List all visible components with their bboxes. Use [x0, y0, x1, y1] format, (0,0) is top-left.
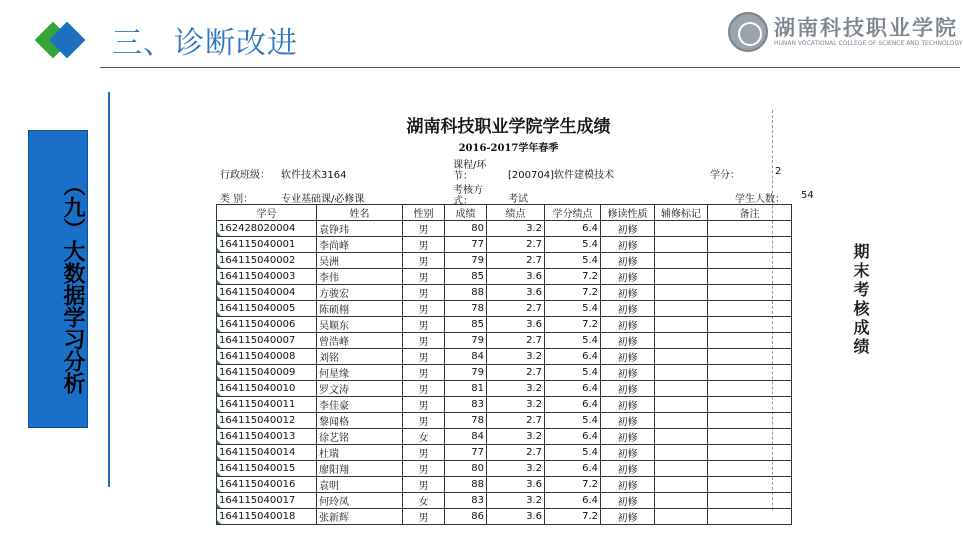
table-cell: [708, 445, 792, 461]
table-cell: 罗文涛: [317, 381, 403, 397]
college-name-en: HUNAN VOCATIONAL COLLEGE OF SCIENCE AND TECHNOLOGY: [774, 40, 963, 47]
table-cell: 164115040005: [217, 301, 317, 317]
table-cell: 88: [445, 285, 487, 301]
table-cell: 初修: [601, 285, 655, 301]
column-header: 备注: [708, 205, 792, 221]
table-cell: 初修: [601, 493, 655, 509]
table-row: [217, 221, 792, 237]
table-row: [217, 445, 792, 461]
table-cell: 初修: [601, 381, 655, 397]
table-cell: 3.2: [487, 397, 545, 413]
table-cell: [655, 269, 708, 285]
page-title: 三、诊断改进: [112, 26, 298, 61]
table-cell: 2.7: [487, 445, 545, 461]
table-cell: [655, 381, 708, 397]
table-cell: 3.2: [487, 349, 545, 365]
table-cell: 张新辉: [317, 509, 403, 525]
table-cell: 5.4: [545, 253, 601, 269]
table-cell: [708, 397, 792, 413]
table-cell: 6.4: [545, 461, 601, 477]
report-title: 湖南科技职业学院学生成绩: [406, 117, 611, 137]
table-cell: 初修: [601, 349, 655, 365]
table-cell: 77: [445, 237, 487, 253]
table-cell: [708, 477, 792, 493]
table-cell: 164115040018: [217, 509, 317, 525]
table-row: [217, 269, 792, 285]
table-row: [217, 317, 792, 333]
table-cell: [655, 413, 708, 429]
table-cell: 88: [445, 477, 487, 493]
table-cell: 85: [445, 317, 487, 333]
table-cell: 5.4: [545, 333, 601, 349]
table-cell: 男: [403, 349, 445, 365]
section-label-box: [28, 130, 88, 428]
table-row: [217, 413, 792, 429]
table-cell: [655, 221, 708, 237]
exam-value: 考试: [508, 194, 528, 205]
table-cell: 80: [445, 221, 487, 237]
table-cell: 男: [403, 221, 445, 237]
table-cell: 80: [445, 461, 487, 477]
table-cell: 2.7: [487, 301, 545, 317]
table-cell: 男: [403, 301, 445, 317]
table-cell: [708, 317, 792, 333]
table-cell: [655, 349, 708, 365]
table-cell: [708, 253, 792, 269]
table-cell: [655, 461, 708, 477]
table-cell: 164115040001: [217, 237, 317, 253]
table-cell: 164115040007: [217, 333, 317, 349]
credit-value: 2: [775, 166, 782, 177]
course-value: [200704]软件建模技术: [508, 170, 614, 181]
table-cell: 7.2: [545, 285, 601, 301]
table-cell: 164115040012: [217, 413, 317, 429]
table-cell: 何星缘: [317, 365, 403, 381]
table-cell: 77: [445, 445, 487, 461]
student-count-label: 学生人数：: [735, 194, 785, 205]
class-value: 软件技术3164: [281, 170, 347, 181]
table-row: [217, 509, 792, 525]
table-cell: 3.2: [487, 381, 545, 397]
table-cell: 5.4: [545, 237, 601, 253]
table-cell: [655, 301, 708, 317]
table-cell: 李尚峰: [317, 237, 403, 253]
grades-table: [216, 204, 792, 525]
table-cell: 男: [403, 397, 445, 413]
table-cell: [655, 397, 708, 413]
table-cell: 初修: [601, 237, 655, 253]
table-cell: 2.7: [487, 413, 545, 429]
table-cell: 164115040008: [217, 349, 317, 365]
table-cell: 85: [445, 269, 487, 285]
table-cell: [708, 285, 792, 301]
table-cell: 男: [403, 365, 445, 381]
grade-report-document: [197, 110, 820, 524]
table-cell: [708, 237, 792, 253]
table-cell: 5.4: [545, 301, 601, 317]
table-cell: 3.6: [487, 269, 545, 285]
table-cell: 初修: [601, 477, 655, 493]
table-cell: 初修: [601, 461, 655, 477]
table-row: [217, 429, 792, 445]
table-cell: 初修: [601, 429, 655, 445]
table-cell: 初修: [601, 269, 655, 285]
table-cell: 李佳豪: [317, 397, 403, 413]
table-cell: 3.2: [487, 221, 545, 237]
table-row: [217, 397, 792, 413]
column-header: 成绩: [445, 205, 487, 221]
table-cell: 7.2: [545, 509, 601, 525]
table-cell: 5.4: [545, 413, 601, 429]
table-cell: 黎闻格: [317, 413, 403, 429]
table-cell: [655, 477, 708, 493]
table-cell: 3.6: [487, 509, 545, 525]
table-cell: 7.2: [545, 477, 601, 493]
table-cell: 164115040004: [217, 285, 317, 301]
table-row: [217, 333, 792, 349]
table-row: [217, 301, 792, 317]
table-cell: 86: [445, 509, 487, 525]
section-label: （九）大数据学习分析: [60, 174, 85, 394]
table-cell: [655, 365, 708, 381]
table-cell: 初修: [601, 333, 655, 349]
table-cell: 2.7: [487, 333, 545, 349]
table-cell: [708, 509, 792, 525]
table-cell: 164115040016: [217, 477, 317, 493]
table-cell: 83: [445, 397, 487, 413]
table-cell: 164115040013: [217, 429, 317, 445]
table-cell: 3.2: [487, 429, 545, 445]
table-cell: 初修: [601, 221, 655, 237]
table-row: [217, 381, 792, 397]
table-cell: [708, 221, 792, 237]
table-cell: 廖阳翔: [317, 461, 403, 477]
table-cell: 2.7: [487, 237, 545, 253]
table-cell: 陈硕栩: [317, 301, 403, 317]
table-cell: [655, 237, 708, 253]
table-cell: 3.6: [487, 477, 545, 493]
table-cell: 162428020004: [217, 221, 317, 237]
table-cell: [708, 381, 792, 397]
table-cell: 初修: [601, 317, 655, 333]
table-cell: 初修: [601, 365, 655, 381]
table-cell: 男: [403, 477, 445, 493]
table-cell: [655, 429, 708, 445]
table-header-row: [217, 205, 792, 221]
table-cell: 6.4: [545, 221, 601, 237]
table-row: [217, 253, 792, 269]
table-cell: 164115040010: [217, 381, 317, 397]
table-cell: 初修: [601, 301, 655, 317]
table-cell: 164115040014: [217, 445, 317, 461]
table-cell: 3.2: [487, 493, 545, 509]
table-cell: 6.4: [545, 397, 601, 413]
table-cell: 6.4: [545, 349, 601, 365]
table-cell: 吴顺东: [317, 317, 403, 333]
category-value: 专业基础课/必修课: [281, 194, 365, 205]
table-cell: [708, 269, 792, 285]
table-cell: [708, 493, 792, 509]
table-cell: 164115040006: [217, 317, 317, 333]
course-label: 课程/环节：: [453, 160, 487, 182]
table-cell: [708, 461, 792, 477]
column-header: 学分绩点: [545, 205, 601, 221]
final-grades-label: 期末考核成绩: [851, 243, 870, 357]
section-logo-icon: [40, 23, 88, 63]
table-cell: [708, 365, 792, 381]
table-cell: 164115040002: [217, 253, 317, 269]
table-cell: [655, 317, 708, 333]
table-cell: [655, 493, 708, 509]
table-cell: 2.7: [487, 253, 545, 269]
table-cell: 164115040015: [217, 461, 317, 477]
table-cell: 初修: [601, 253, 655, 269]
table-cell: 81: [445, 381, 487, 397]
table-cell: 78: [445, 413, 487, 429]
table-cell: 男: [403, 413, 445, 429]
table-cell: 3.2: [487, 461, 545, 477]
table-cell: 164115040003: [217, 269, 317, 285]
table-cell: 男: [403, 509, 445, 525]
table-cell: 男: [403, 269, 445, 285]
header-divider: [100, 67, 960, 68]
table-cell: [655, 253, 708, 269]
credit-label: 学分：: [710, 170, 740, 181]
class-label: 行政班级：: [220, 170, 270, 181]
table-cell: [655, 285, 708, 301]
table-cell: 徐艺铭: [317, 429, 403, 445]
table-cell: 164115040009: [217, 365, 317, 381]
table-cell: [708, 349, 792, 365]
table-cell: 男: [403, 461, 445, 477]
table-cell: [655, 445, 708, 461]
table-cell: 男: [403, 285, 445, 301]
table-cell: 男: [403, 237, 445, 253]
table-row: [217, 461, 792, 477]
college-emblem: [728, 12, 963, 54]
table-cell: 7.2: [545, 269, 601, 285]
table-row: [217, 237, 792, 253]
vertical-divider: [108, 92, 110, 487]
column-header: 学号: [217, 205, 317, 221]
table-cell: [655, 509, 708, 525]
table-cell: 164115040011: [217, 397, 317, 413]
table-cell: 83: [445, 493, 487, 509]
table-cell: 5.4: [545, 365, 601, 381]
table-cell: 3.6: [487, 285, 545, 301]
table-cell: 袁铮玮: [317, 221, 403, 237]
table-cell: 男: [403, 333, 445, 349]
table-cell: [708, 301, 792, 317]
column-header: 姓名: [317, 205, 403, 221]
table-cell: 男: [403, 253, 445, 269]
table-row: [217, 365, 792, 381]
column-header: 性别: [403, 205, 445, 221]
table-row: [217, 349, 792, 365]
table-cell: [708, 333, 792, 349]
table-cell: 李伟: [317, 269, 403, 285]
table-cell: 7.2: [545, 317, 601, 333]
table-cell: 3.6: [487, 317, 545, 333]
column-header: 绩点: [487, 205, 545, 221]
table-row: [217, 477, 792, 493]
table-cell: 2.7: [487, 365, 545, 381]
table-cell: 男: [403, 381, 445, 397]
table-cell: [708, 429, 792, 445]
table-cell: 初修: [601, 445, 655, 461]
table-cell: 吴洲: [317, 253, 403, 269]
table-cell: 刘铭: [317, 349, 403, 365]
table-cell: 曾浩峰: [317, 333, 403, 349]
report-term: 2016-2017学年春季: [458, 143, 559, 154]
table-cell: 6.4: [545, 493, 601, 509]
table-cell: 5.4: [545, 445, 601, 461]
table-cell: 方骏宏: [317, 285, 403, 301]
table-cell: 初修: [601, 397, 655, 413]
table-row: [217, 285, 792, 301]
table-cell: 79: [445, 253, 487, 269]
table-cell: 男: [403, 445, 445, 461]
table-cell: 女: [403, 493, 445, 509]
table-cell: 79: [445, 365, 487, 381]
table-cell: 男: [403, 317, 445, 333]
table-cell: [655, 333, 708, 349]
table-cell: [708, 413, 792, 429]
table-cell: 6.4: [545, 381, 601, 397]
table-cell: 164115040017: [217, 493, 317, 509]
table-cell: 女: [403, 429, 445, 445]
table-cell: 初修: [601, 413, 655, 429]
table-cell: 何玲凤: [317, 493, 403, 509]
table-cell: 84: [445, 349, 487, 365]
table-row: [217, 493, 792, 509]
column-header: 辅修标记: [655, 205, 708, 221]
college-seal-icon: [728, 12, 768, 52]
exam-label: 考核方式：: [453, 185, 483, 207]
college-name-cn: 湖南科技职业学院: [774, 15, 958, 40]
table-cell: 初修: [601, 509, 655, 525]
table-cell: 84: [445, 429, 487, 445]
table-cell: 79: [445, 333, 487, 349]
table-cell: 袁明: [317, 477, 403, 493]
table-cell: 78: [445, 301, 487, 317]
student-count-value: 54: [801, 190, 814, 201]
category-label: 类 别：: [220, 194, 254, 205]
table-cell: 杜瑞: [317, 445, 403, 461]
column-header: 修读性质: [601, 205, 655, 221]
table-cell: 6.4: [545, 429, 601, 445]
